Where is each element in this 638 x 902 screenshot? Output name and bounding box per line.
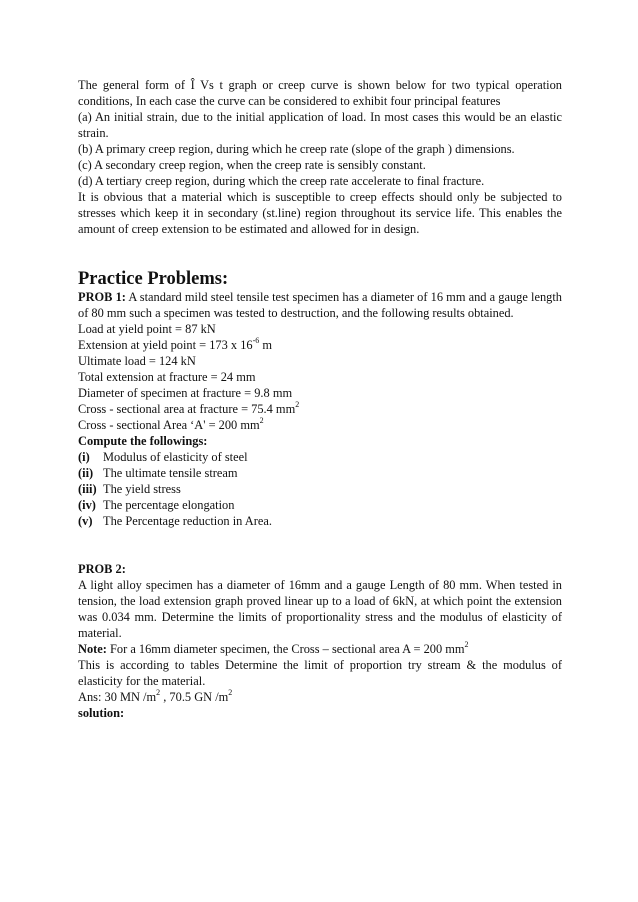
task-list: [78, 449, 562, 529]
feature-d-paragraph: (d) A tertiary creep region, during which the creep rate accelerate to final fracture.: [78, 174, 485, 188]
feature-c-paragraph: (c) A secondary creep region, when the creep rate is sensibly constant.: [78, 158, 426, 172]
diameter-fracture-line: Diameter of specimen at fracture = 9.8 mm: [78, 386, 293, 400]
prob1-statement: [78, 289, 562, 321]
feature-b-paragraph: (b) A primary creep region, during which he creep rate (slope of the graph ) dimensions.: [78, 142, 515, 156]
answer-line: Ans: 30 MN $/m^2$ , 70.5 GN $/m^2$: [78, 687, 233, 704]
extension-yield-line: Extension at yield point = 173 x $16^{-6}$ m: [78, 335, 273, 352]
creep-intro-section: [78, 77, 562, 237]
document-page: [78, 77, 562, 721]
list-item: (ii) The ultimate tensile stream: [78, 466, 238, 480]
practice-problems-heading: Practice Problems:: [78, 269, 229, 289]
note-line: Note: For a 16mm diameter specimen, the Cross – sectional area A = 200 $mm^2$: [78, 639, 469, 656]
total-extension-line: Total extension at fracture = 24 mm: [78, 370, 256, 384]
prob2-statement: A light alloy specimen has a diameter of 16mm and a gauge Length of 80 mm. When tested in tension, the load extension graph proved linear up to a load of 6kN, at which point the extension was 0.034 mm. Determine the limits of proportionality stress and the modulus of elasticity of material.: [78, 578, 562, 640]
solution-label: solution:: [78, 706, 125, 720]
ultimate-load-line: Ultimate load = 124 kN: [78, 354, 196, 368]
prob1-section: [78, 289, 562, 529]
list-item: (iv) The percentage elongation: [78, 498, 235, 512]
prob1-label: PROB 1:: [78, 290, 126, 304]
prob2-label: PROB 2:: [78, 562, 126, 576]
list-item: (i) Modulus of elasticity of steel: [78, 450, 248, 464]
tables-paragraph: This is according to tables Determine the limit of proportion try stream & the modulus of elasticity for the material.: [78, 658, 562, 688]
load-yield-line: Load at yield point = 87 kN: [78, 322, 216, 336]
feature-a-paragraph: (a) An initial strain, due to the initial application of load. In most cases this would be an elastic strain.: [78, 110, 562, 140]
creep-curve-paragraph: The general form of Î Vs t graph or creep curve is shown below for two typical operation conditions, In each case the curve can be considered to exhibit four principal features: [78, 78, 562, 108]
list-item: (v) The Percentage reduction in Area.: [78, 514, 272, 528]
creep-conclusion-paragraph: It is obvious that a material which is susceptible to creep effects should only be subjected to stresses which keep it in secondary (st.line) region throughout its service life. This enables the amount of creep extension to be estimated and allowed for in design.: [78, 190, 562, 236]
list-item: (iii) The yield stress: [78, 482, 181, 496]
prob2-section: [78, 561, 562, 721]
area-a-line: Cross - sectional Area ‘A' = 200 $mm^2$: [78, 415, 264, 432]
prob1-text: A standard mild steel tensile test specimen has a diameter of 16 mm and a gauge length of 80 mm such a specimen was tested to destruction, and the following results obtained.: [78, 290, 562, 320]
compute-heading: Compute the followings:: [78, 434, 208, 448]
area-fracture-line: Cross - sectional area at fracture = 75.4 $mm^2$: [78, 399, 300, 416]
